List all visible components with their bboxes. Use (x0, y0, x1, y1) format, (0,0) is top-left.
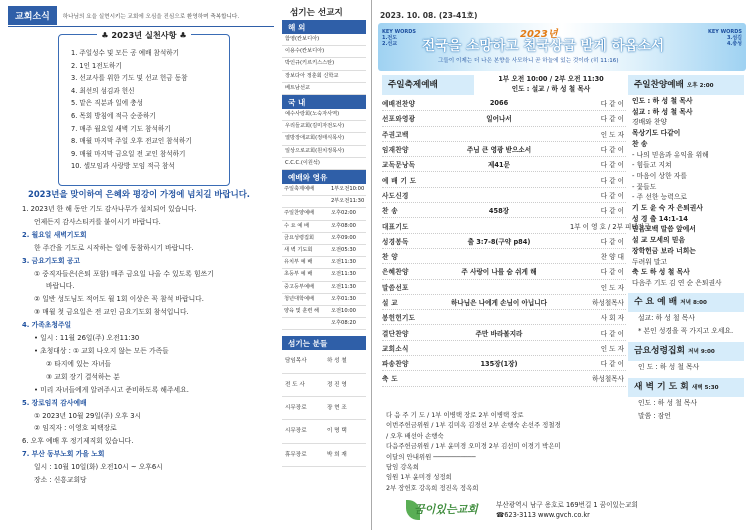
service-roles (386, 410, 624, 493)
domestic-header: 국 내 (282, 95, 366, 109)
service-times: 1부 오전 10:00 / 2부 오전 11:30 (498, 75, 604, 83)
worship-name (282, 318, 329, 330)
news-line: 일시 : 10월 10일(화) 오전10시 ~ 오후6시 (34, 463, 163, 472)
order-content: 출 3:7-8(구약 p84) (467, 237, 531, 246)
order-leader: 다 같 이 (600, 191, 624, 200)
worship-time: 오후02:00 (329, 208, 366, 220)
practice-item: 5. 맡은 직분과 일에 충성 (71, 99, 144, 108)
practice-list (59, 35, 229, 173)
service-detail-line: 설교: 하 성 철 목사 (638, 313, 695, 322)
service-times-box (476, 74, 626, 94)
keyword: 4.충성 (726, 41, 742, 47)
worship-time: 오후09:00 (329, 233, 366, 245)
order-row (382, 234, 626, 249)
role-line: 이번주헌금위원 / 1부 김미옥 김경선 2부 손행숙 손선주 정철경 (386, 421, 561, 430)
order-leader: 다 같 이 (600, 207, 624, 216)
theme-verse: 그들이 이제는 더 나은 본향을 사모하니 곧 하늘에 있는 것이라 (히 11:16) (438, 58, 619, 64)
order-row (382, 264, 626, 279)
church-address: 부산광역시 남구 용호로 169번길 1 꿈이있는교회 (496, 501, 638, 509)
overseas-mission: 장보다아 정훈회 신학교 (282, 71, 366, 83)
worship-name: 주일찬양예배 (282, 208, 329, 220)
keyword: 3.섬김 (726, 35, 742, 41)
order-label: 대표기도 (382, 222, 409, 231)
order-leader: 다 같 이 (600, 146, 624, 155)
staff-name: 정 진 영 (324, 374, 366, 397)
practice-item: 8. 매월 마지막 주일 오후 전교인 참석하기 (71, 137, 192, 146)
keyword: 2.선교 (382, 41, 398, 47)
domestic-mission: C.C.C.(이원석) (282, 158, 366, 170)
domestic-mission: 예수사랑회(노숙자사역) (282, 109, 366, 121)
worship-time: 오전11:30 (329, 282, 366, 294)
praise-line: 인도 : 하 성 철 목사 (632, 97, 693, 105)
staff-name: 하 성 철 (324, 350, 366, 373)
news-line: 장소 : 신흥교회당 (34, 476, 87, 485)
practice-item: 4. 최선의 섬김과 헌신 (71, 86, 135, 95)
order-label: 은혜찬양 (382, 268, 409, 277)
news-line: ② 임직자 : 이영호 피택장로 (34, 424, 117, 433)
practice-item: 2. 1인 1전도하기 (71, 61, 122, 70)
news-line: 6. 오후 예배 후 정기제직회 있습니다. (22, 437, 134, 446)
order-row (382, 280, 626, 295)
order-label: 성경봉독 (382, 237, 409, 246)
order-content: 135장(1장) (480, 360, 518, 369)
order-label: 설 교 (382, 299, 398, 307)
header-divider (8, 26, 274, 27)
order-row (382, 172, 626, 187)
news-line: 3. 금요기도회 공고 (22, 256, 81, 265)
overseas-mission: 함영(칸보디아) (282, 34, 366, 46)
worship-name: 금요성령집회 (282, 233, 329, 245)
practice-item: 6. 목회 방침에 적극 순종하기 (71, 111, 156, 120)
order-label: 결단찬양 (382, 329, 409, 338)
praise-line: 설교 : 하 성 철 목사 (632, 107, 693, 116)
order-content: 주님 큰 영광 받으소서 (466, 146, 532, 155)
order-label: 임재찬양 (382, 146, 409, 155)
news-tag: 교회소식 (8, 6, 57, 25)
worship-time: 오후08:00 (329, 221, 366, 233)
news-line: 언제든지 감사스티커를 붙이시기 바랍니다. (34, 217, 161, 226)
praise-line: 두려워 말고 (632, 257, 667, 266)
order-leader: 다 같 이 (600, 329, 624, 338)
order-label: 교독문낭독 (382, 161, 416, 170)
order-label: 주권고백 (382, 130, 409, 139)
practice-item: 7. 매주 월요일 새벽 기도 참석하기 (71, 124, 171, 133)
worship-schedule (282, 184, 366, 330)
practice-item: 1. 주일성수 및 모든 공 예배 참석하기 (71, 49, 180, 57)
order-row (382, 310, 626, 325)
praise-service-order (628, 96, 744, 289)
worship-time: 오전10:00 (329, 306, 366, 318)
practice-item: 9. 매월 마지막 금요일 전 교인 참석하기 (71, 149, 186, 158)
service-detail-line: 인 도 : 하 성 철 목사 (638, 362, 700, 371)
mission-title: 섬기는 선교지 (290, 8, 343, 18)
staff-role: 시무장로 (282, 420, 324, 443)
worship-time: 오전05:30 (329, 245, 366, 257)
wednesday-service-title: 수 요 예 배 저녁 8:00 (628, 293, 744, 312)
praise-service-time: 오후 2:00 (686, 83, 714, 89)
news-line: 한 주간을 기도로 시작하는 일에 동참하시기 바랍니다. (34, 243, 194, 252)
order-label: 선포와영광 (382, 115, 416, 124)
page-divider (371, 0, 372, 530)
news-line: ③ 교회 장기 결석하는 분 (46, 372, 120, 381)
praise-line: 축 도 하 성 철 목사 (632, 268, 690, 277)
domestic-list (282, 109, 366, 170)
staff-name: 박 희 재 (324, 444, 366, 467)
worship-name: 주일축제예배 (282, 184, 329, 196)
order-leader: 인 도 자 (600, 283, 624, 292)
order-content: 주만 바라볼지라 (475, 329, 523, 338)
order-leader: 인 도 자 (600, 344, 624, 353)
news-line: 1. 2023년 한 해 동안 기도 감사나무가 설치되어 있습니다. (22, 205, 197, 213)
role-line: 임원 1부 윤미경 성정희 (386, 473, 452, 482)
worship-time: 2부오전11:30 (329, 196, 366, 208)
praise-line: 목상기도 다같이 (632, 129, 681, 138)
domestic-mission: 열방장애교회(정태식목사) (282, 133, 366, 145)
order-leader: 다 같 이 (600, 100, 624, 109)
order-label: 예 배 기 도 (382, 176, 417, 185)
issue-date: 2023. 10. 08. (23-41호) (380, 11, 478, 20)
praise-line: 설 교 모세의 믿음 (632, 236, 686, 245)
keyword: KEY WORDS (382, 29, 417, 35)
praise-line: 찬 송 (632, 139, 648, 148)
staff-role: 휴무장로 (282, 444, 324, 467)
order-row (382, 203, 626, 218)
order-leader: 다 같 이 (600, 237, 624, 246)
order-content: 458장 (488, 207, 510, 216)
order-label: 예배전찬양 (382, 100, 416, 109)
worship-name: 양육 및 훈련 해 (282, 306, 329, 318)
role-line: / 오후 배선아 손행숙 (386, 431, 444, 440)
news-line: 2. 월요일 새벽기도회 (22, 230, 87, 239)
order-label: 말씀선포 (382, 283, 409, 292)
main-service-title: 주일축제예배 (382, 75, 474, 95)
order-row (382, 188, 626, 203)
praise-line: - 꽃들도 (632, 182, 657, 191)
order-leader: 하성철목사 (592, 299, 624, 307)
praise-line: - 마음이 상한 자를 (632, 171, 687, 180)
order-row (382, 157, 626, 172)
news-line: 4. 가족초청주일 (22, 321, 72, 330)
theme-year: 2023년 (520, 29, 558, 40)
church-contact (496, 500, 638, 520)
order-leader: 다 같 이 (600, 161, 624, 170)
church-phone-web: ☎623-3113 www.gvch.co.kr (496, 511, 590, 519)
order-leader: 다 같 이 (600, 115, 624, 124)
practice-item: 3. 선교사를 위한 기도 및 선교 헌금 동참 (71, 74, 188, 83)
dawn-prayer-title: 새 벽 기 도 회 새벽 5:30 (628, 378, 744, 397)
order-leader: 다 같 이 (600, 176, 624, 185)
service-detail-line: * 본인 성경을 꼭 가지고 오세요. (638, 326, 734, 335)
order-row (382, 371, 626, 386)
praise-line: 성 경 출 14:1-14 (632, 214, 688, 223)
worship-time: 오전11:30 (329, 257, 366, 269)
praise-line: 장학헌금 보라 너희는 (632, 246, 696, 255)
order-row (382, 127, 626, 142)
keywords-right (708, 29, 742, 47)
role-line: 다 음 주 기 도 / 1부 이병택 장로 2부 이병택 장로 (386, 411, 524, 419)
worship-time: 오후08:20 (329, 318, 366, 330)
order-label: 축 도 (382, 375, 398, 384)
wednesday-service-time: 저녁 8:00 (680, 299, 707, 306)
dawn-prayer-details (628, 397, 744, 423)
worship-time: 오후01:30 (329, 294, 366, 306)
worship-name: 초등부 예 배 (282, 269, 329, 281)
order-label: 사도신경 (382, 191, 409, 200)
mission-column (282, 6, 366, 467)
news-line: ② 타지에 있는 자녀들 (46, 359, 112, 368)
praise-line: 기 도 윤 숙 자 은퇴권사 (632, 204, 703, 213)
worship-name (282, 196, 329, 208)
friday-service-title: 금요성령집회 저녁 9:00 (628, 342, 744, 361)
order-row (382, 295, 626, 310)
news-line: • 초청대상 : ① 교회 나오지 않는 모든 가족들 (34, 346, 169, 355)
practice-item: 10. 셀모임과 사랑방 모임 적극 참석 (71, 162, 175, 171)
news-line: • 미리 자녀들에게 알려주시고 준비하도록 해주세요. (34, 385, 189, 394)
order-row (382, 111, 626, 126)
order-row (382, 356, 626, 371)
church-logo-text: 꿈이있는교회 (414, 503, 478, 516)
order-label: 파송찬양 (382, 360, 409, 369)
staff-role: 전 도 사 (282, 374, 324, 397)
order-leader: 다 같 이 (600, 360, 624, 369)
order-content: 주 사랑이 나를 숨 쉬게 해 (461, 268, 537, 277)
order-row (382, 142, 626, 157)
staff-list (282, 350, 366, 466)
news-line: ② 일반 성도님도 적어도 월 1회 이상은 꼭 참석 바랍니다. (34, 295, 204, 304)
order-label: 교회소식 (382, 344, 409, 353)
news-line: • 일시 : 11월 26일(주) 오전11:30 (34, 334, 140, 343)
role-line: 다음주헌금위원 / 1부 윤미경 오미경 2부 김선미 이경기 박은미 (386, 442, 561, 451)
overseas-mission: 박인규(키르키스스탄) (282, 58, 366, 70)
wednesday-service-details (628, 312, 744, 338)
overseas-mission: 베트남선교 (282, 83, 366, 95)
friday-service-time: 저녁 9:00 (688, 348, 715, 355)
domestic-mission: 일상으로교회(원치정목사) (282, 146, 366, 158)
overseas-header: 해 외 (282, 20, 366, 34)
news-line: 5. 장로임직 감사예배 (22, 398, 87, 407)
order-leader: 다 같 이 (600, 268, 624, 277)
order-content: 하나님은 나에게 손님이 아닙니다 (450, 299, 548, 307)
practice-title: ♣ 2023년 실천사항 ♣ (97, 30, 191, 40)
worship-header: 예배와 영유 (282, 170, 366, 184)
praise-line: 믿음고백 말씀 앞에서 (632, 225, 696, 234)
praise-service-title: 주일찬양예배 오후 2:00 (628, 75, 744, 95)
worship-name: 유치부 예 배 (282, 257, 329, 269)
order-leader: 사 회 자 (600, 314, 624, 323)
worship-name: 청년대학예배 (282, 294, 329, 306)
order-row (382, 341, 626, 356)
role-line: 이달의 안내위원 ─────────── (386, 452, 476, 461)
service-leader: 인도 : 설교 / 하 성 철 목사 (511, 85, 591, 93)
staff-name: 이 명 택 (324, 420, 366, 443)
news-line: 바랍니다. (46, 282, 75, 291)
order-row (382, 96, 626, 111)
keyword: KEY WORDS (707, 29, 742, 35)
order-row (382, 218, 651, 233)
praise-line: - 주 선한 능력으로 (632, 193, 687, 202)
staff-name: 장 현 조 (324, 397, 366, 420)
order-label: 찬 송 (382, 207, 398, 216)
staff-role: 시무장로 (282, 397, 324, 420)
order-row (382, 325, 626, 340)
staff-role: 담임목사 (282, 350, 324, 373)
role-line: 담임 강옥희 (386, 463, 419, 472)
service-detail-line: 인도 : 하 성 철 목사 (638, 398, 698, 407)
order-content: 2066 (489, 99, 509, 108)
order-leader: 찬 양 대 (600, 253, 624, 262)
order-leader: 하성철목사 (592, 375, 624, 384)
worship-time: 오전11:30 (329, 269, 366, 281)
order-content: 일어나서 (486, 115, 512, 124)
news-line: ① 2023년 10월 29일(주) 오후 3시 (34, 411, 142, 420)
order-content: 제41문 (488, 161, 510, 170)
order-leader: 인 도 자 (600, 130, 624, 139)
news-welcome-note: 하나님의 요을 실현시키는 교회에 오심을 진심으로 환영하며 축복합니다. (62, 13, 240, 20)
news-line: 7. 부산 동부노회 가을 노회 (22, 450, 105, 459)
order-label: 찬 양 (382, 253, 398, 262)
staff-header: 섬기는 분들 (282, 336, 366, 350)
worship-time: 1부오전10:00 (329, 184, 366, 196)
overseas-mission: 이용수(칸보디아) (282, 46, 366, 58)
order-row (382, 249, 626, 264)
service-details-column (628, 96, 744, 423)
theme-title: 전국을 소망하고 천국상급 받게 하옵소서 (422, 38, 665, 54)
praise-line: 다음주 기도 김 연 순 은퇴권사 (632, 278, 722, 287)
practice-box (58, 30, 230, 186)
friday-service-details (628, 361, 744, 374)
worship-name: 수 요 예 배 (282, 221, 329, 233)
church-news-column (8, 6, 274, 524)
order-leader: 1부 이 영 호 / 2부 피택장로 (570, 222, 651, 231)
news-list (22, 203, 280, 487)
domestic-mission: 우리들교회(김미자전도사) (282, 121, 366, 133)
worship-page (376, 0, 750, 530)
worship-name: 새 벽 기도회 (282, 245, 329, 257)
dawn-prayer-time: 새벽 5:30 (691, 384, 719, 391)
praise-line: 경배와 찬양 (632, 118, 667, 127)
praise-line: - 힘들고 지쳐 (632, 161, 672, 170)
praise-line: - 나의 믿음과 유익을 위해 (632, 150, 709, 159)
keywords-left (382, 29, 416, 47)
news-headline: 2023년을 맞이하여 은혜와 평강이 가정에 넘치길 바랍니다. (28, 189, 250, 199)
worship-name: 중고등부예배 (282, 282, 329, 294)
service-detail-line: 말씀 : 잠언 (638, 411, 671, 420)
keyword: 1.전도 (382, 35, 398, 41)
role-line: 2부 장헌호 강옥희 정진옥 정옥희 (386, 483, 479, 492)
news-line: ① 중직자들은(은퇴 포함) 매주 금요일 나올 수 있도록 힘쓰기 (34, 269, 214, 278)
news-line: ③ 매월 첫 금요일은 전 교인 금요기도회 참석입니다. (34, 308, 189, 317)
overseas-list (282, 34, 366, 95)
order-label: 봉헌헌기도 (382, 314, 416, 323)
